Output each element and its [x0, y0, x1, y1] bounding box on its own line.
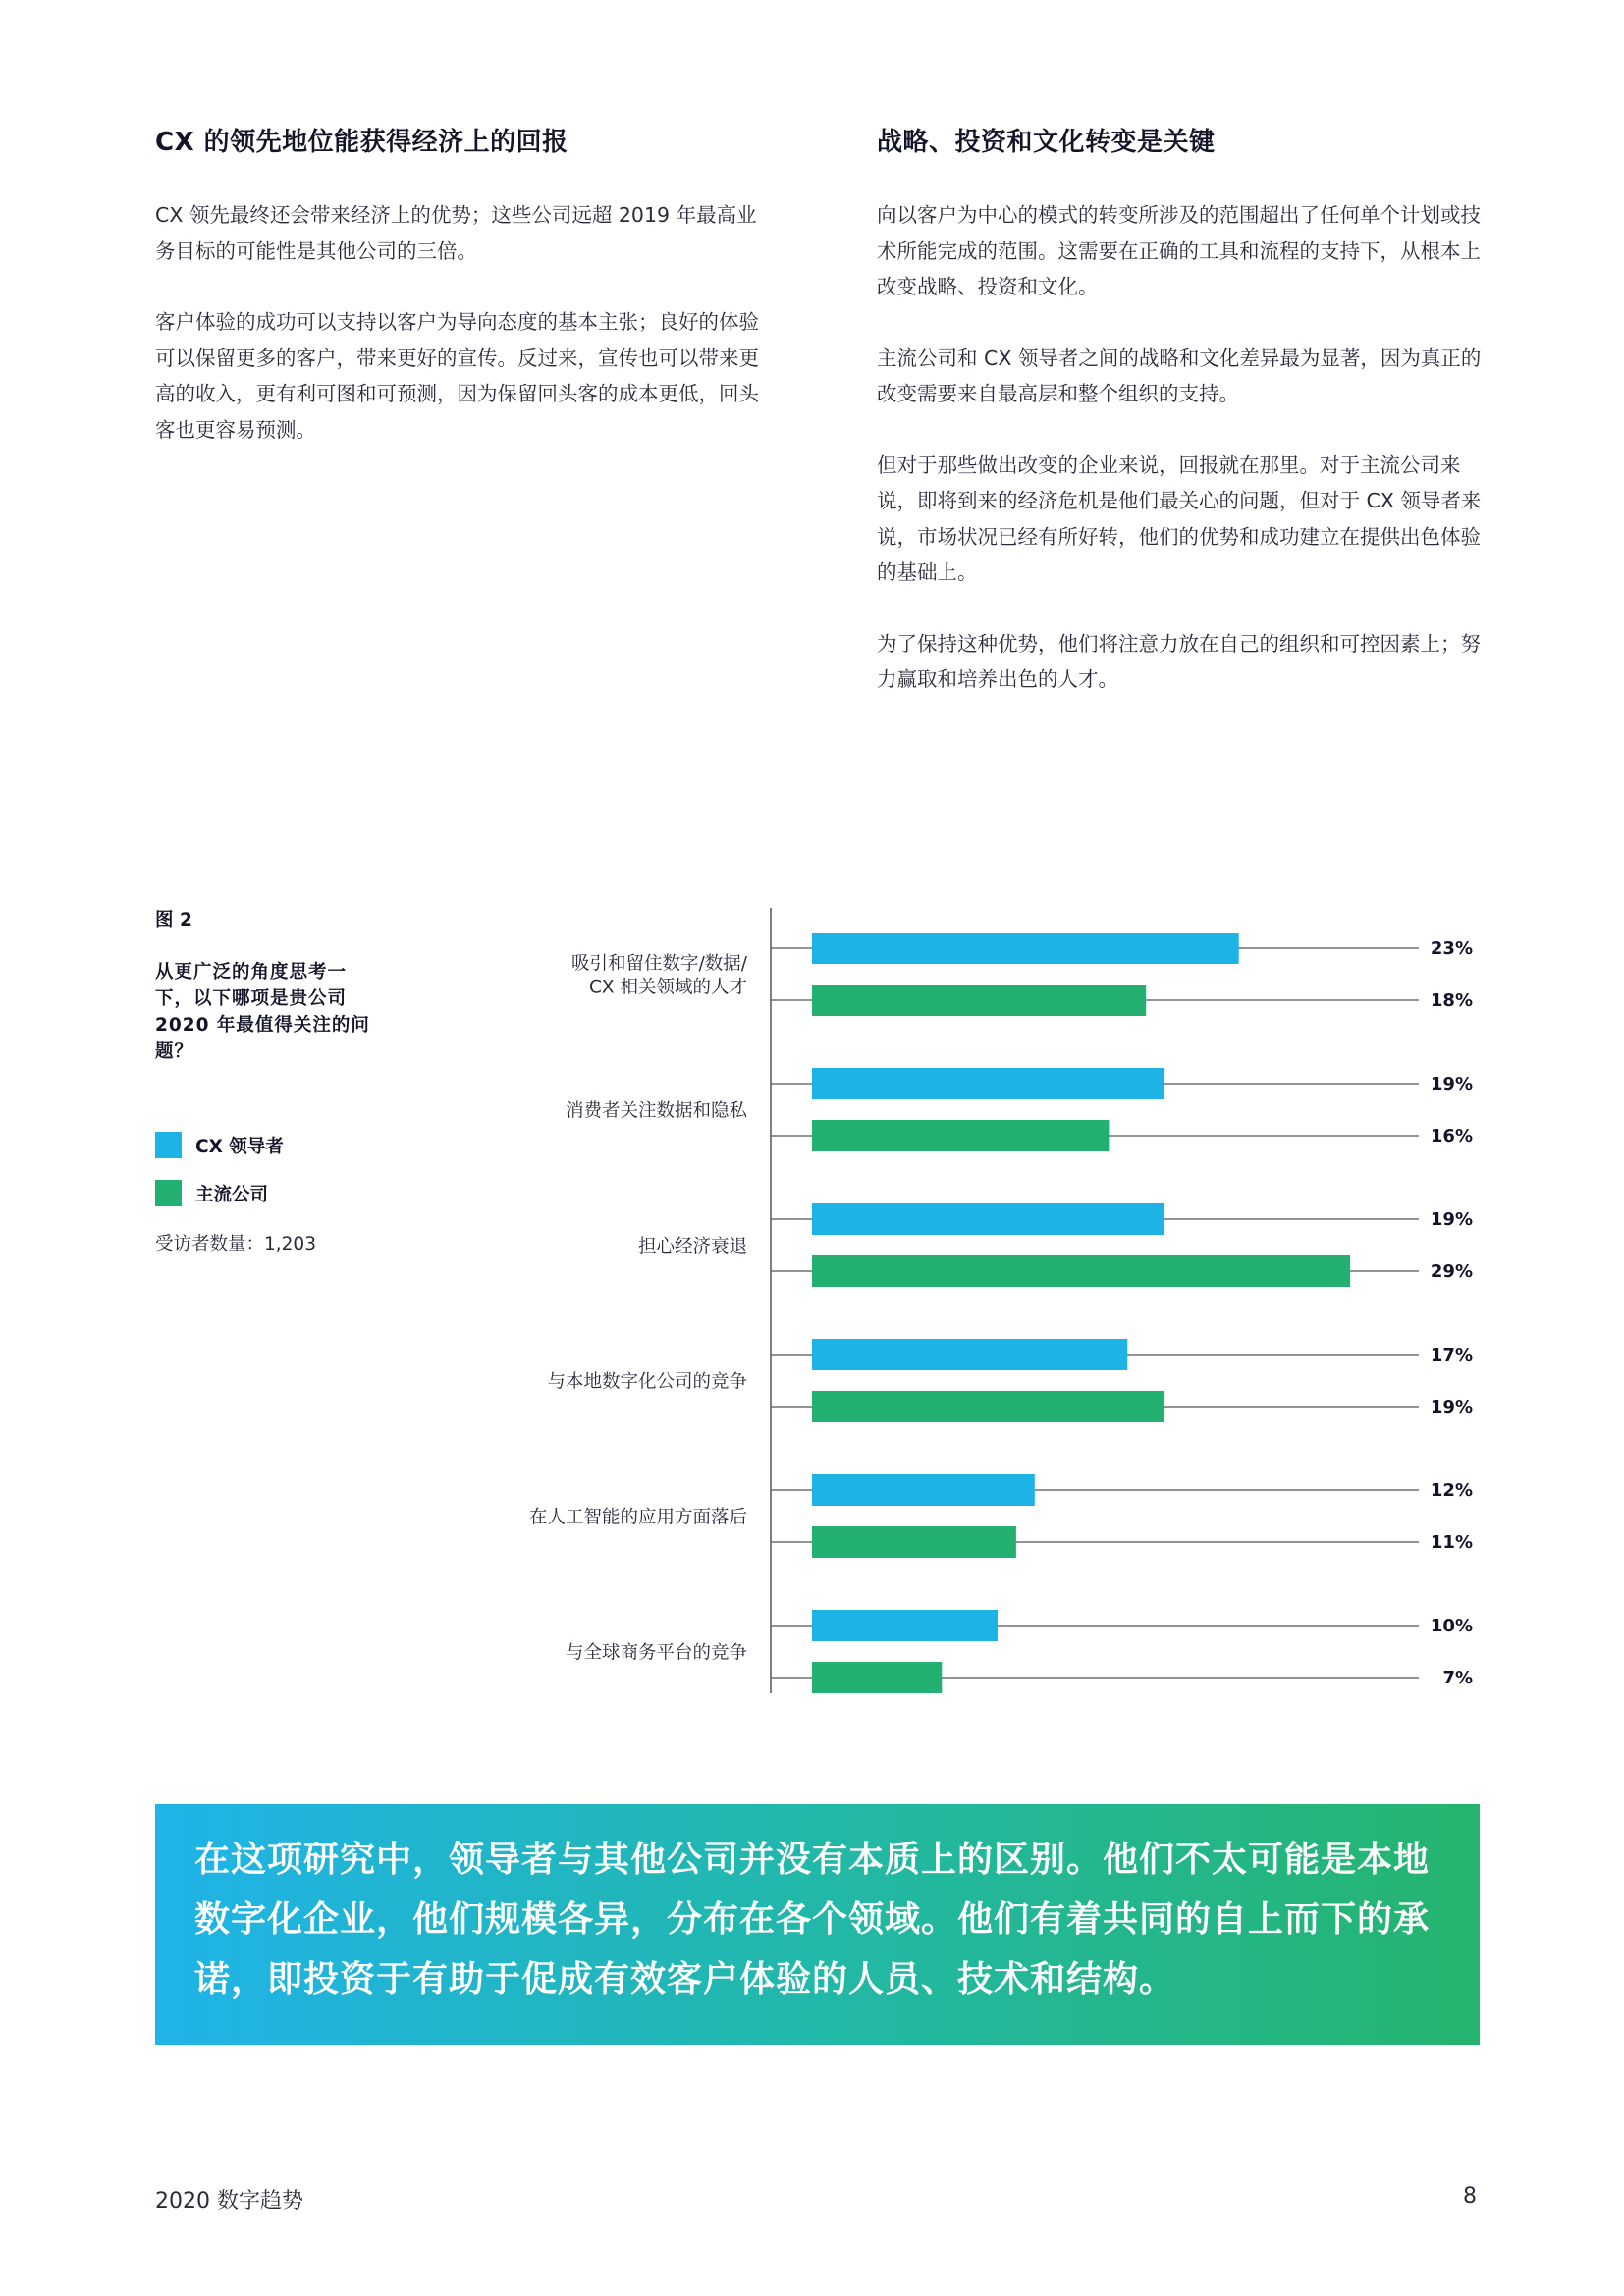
- category-label: 与本地数字化公司的竞争: [547, 1371, 747, 1393]
- left-column: [155, 122, 764, 483]
- page-number: 8: [1463, 2184, 1477, 2209]
- data-label: 23%: [1430, 938, 1473, 959]
- bar-mainstream: [812, 985, 1146, 1016]
- right-paragraph-4: 为了保持这种优势，他们将注意力放在自己的组织和可控因素上；努力赢取和培养出色的人才。: [877, 631, 1481, 691]
- bar-cx-leaders: [812, 933, 1239, 964]
- banner-text: 在这项研究中，领导者与其他公司并没有本质上的区别。他们不太可能是本地数字化企业，他们规模各异，分布在各个领域。他们有着共同的自上而下的承诺，即投资于有助于促成有效客户体验的人员、技术和结构。: [194, 1840, 1431, 2000]
- right-paragraph-1: 向以客户为中心的模式的转变所涉及的范围超出了任何单个计划或技术所能完成的范围。这需要在正确的工具和流程的支持下，从根本上改变战略、投资和文化。: [877, 203, 1481, 298]
- category-label: CX 相关领域的人才: [589, 977, 747, 998]
- bar-mainstream: [812, 1391, 1164, 1422]
- right-heading: 战略、投资和文化转变是关键: [877, 128, 1216, 157]
- bar-cx-leaders: [812, 1339, 1127, 1370]
- figure-question: 从更广泛的角度思考一下，以下哪项是贵公司 2020 年最值得关注的问题？: [155, 962, 370, 1062]
- data-label: 16%: [1430, 1126, 1473, 1147]
- sample-size: 受访者数量：1,203: [155, 1234, 316, 1255]
- legend-swatch-green: [155, 1180, 182, 1206]
- category-label: 担心经济衰退: [637, 1236, 747, 1257]
- bar-mainstream: [812, 1255, 1350, 1287]
- category-label: 在人工智能的应用方面落后: [528, 1507, 747, 1528]
- data-label: 10%: [1430, 1616, 1473, 1636]
- right-paragraph-2: 主流公司和 CX 领导者之间的战略和文化差异最为显著，因为真正的改变需要来自最高层和整个组织的支持。: [877, 346, 1482, 405]
- right-column: [877, 122, 1486, 733]
- bar-mainstream: [812, 1526, 1016, 1558]
- category-label: 消费者关注数据和隐私: [565, 1100, 747, 1122]
- data-label: 17%: [1430, 1345, 1473, 1365]
- figure-number: 图 2: [155, 910, 192, 931]
- category-label: 吸引和留住数字/数据/: [571, 953, 747, 975]
- data-label: 29%: [1430, 1261, 1473, 1282]
- data-label: 7%: [1442, 1668, 1473, 1688]
- figure-sidebar: [155, 906, 381, 1255]
- bar-cx-leaders: [812, 1203, 1164, 1235]
- data-label: 19%: [1430, 1209, 1473, 1230]
- bar-chart: [491, 898, 1512, 1693]
- data-label: 12%: [1430, 1480, 1473, 1501]
- data-label: 19%: [1430, 1397, 1473, 1417]
- quote-banner: [155, 1804, 1480, 2045]
- legend-label: 主流公司: [195, 1184, 269, 1205]
- data-label: 18%: [1430, 990, 1473, 1011]
- legend-swatch-blue: [155, 1132, 182, 1158]
- right-paragraph-3: 但对于那些做出改变的企业来说，回报就在那里。对于主流公司来说，即将到来的经济危机是他们最关心的问题，但对于 CX 领导者来说，市场状况已经有所好转，他们的优势和成功建立在提供出色体验的基础上。: [877, 453, 1482, 584]
- legend-label: CX 领导者: [195, 1136, 284, 1157]
- legend-item-cx-leaders: [155, 1132, 381, 1158]
- data-label: 19%: [1430, 1074, 1473, 1095]
- category-label: 与全球商务平台的竞争: [565, 1642, 747, 1664]
- left-paragraph-2: 客户体验的成功可以支持以客户为导向态度的基本主张；良好的体验可以保留更多的客户，带来更好的宣传。反过来，宣传也可以带来更高的收入，更有利可图和可预测，因为保留回头客的成本更低，回头客也更容易预测。: [155, 310, 759, 442]
- bar-cx-leaders: [812, 1474, 1035, 1506]
- left-heading: CX 的领先地位能获得经济上的回报: [155, 128, 568, 157]
- legend-item-mainstream: [155, 1180, 381, 1206]
- bar-cx-leaders: [812, 1610, 998, 1641]
- data-label: 11%: [1430, 1532, 1473, 1553]
- bar-mainstream: [812, 1120, 1109, 1151]
- footer-title: 2020 数字趋势: [155, 2189, 303, 2214]
- bar-mainstream: [812, 1662, 942, 1693]
- left-paragraph-1: CX 领先最终还会带来经济上的优势；这些公司远超 2019 年最高业务目标的可能性是其他公司的三倍。: [155, 203, 757, 263]
- bar-cx-leaders: [812, 1068, 1164, 1099]
